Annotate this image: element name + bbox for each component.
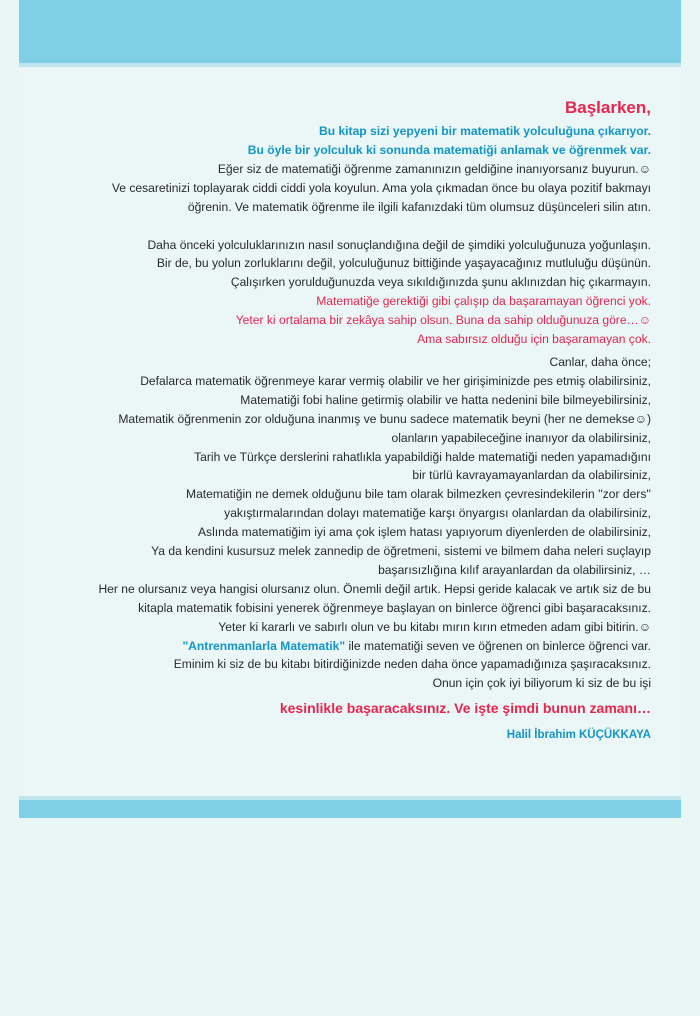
intro-line: Bu öyle bir yolculuk ki sonunda matematiği anlamak ve öğrenmek var. xyxy=(247,142,651,157)
para3-line: Ya da kendini kusursuz melek zannedip de öğretmeni, sistemi ve bilmem daha neleri suçlayıp xyxy=(151,544,651,559)
para2-red-line: Matematiğe gerektiği gibi çalışıp da başaramayan öğrenci yok. xyxy=(316,294,651,309)
para2-red-line: Yeter ki ortalama bir zekâya sahip olsun. Buna da sahip olduğunuza göre…☺ xyxy=(235,313,651,328)
preface-text xyxy=(49,96,651,745)
para3-line: Matematik öğrenmenin zor olduğuna inanmış ve bunu sadece matematik beyni (her ne demekse☺) xyxy=(118,411,651,426)
para3-line: Matematiğin ne demek olduğunu bile tam olarak bilmezken çevresindekilerin ''zor ders'' xyxy=(186,487,651,502)
para3-line: bir türlü kavrayamayanlardan da olabilirsiniz, xyxy=(412,468,651,483)
paragraph-spacer xyxy=(49,217,651,236)
para3-line: Canlar, daha önce; xyxy=(549,354,651,369)
para2-line: Bir de, bu yolun zorluklarını değil, yolculuğunuz bittiğinde yaşayacağınız mutluluğu düşünün. xyxy=(156,256,651,271)
author-signature: Halil İbrahim KÜÇÜKKAYA xyxy=(506,729,651,742)
para3-line: Defalarca matematik öğrenmeye karar vermiş olabilir ve her girişiminizde pes etmiş olabilirsiniz, xyxy=(140,373,651,388)
top-band xyxy=(19,0,681,63)
closing-line: kesinlikle başaracaksınız. Ve işte şimdi bunun zamanı… xyxy=(279,700,651,717)
para1-line: öğrenin. Ve matematik öğrenme ile ilgili kafanızdaki tüm olumsuz düşünceleri silin atın. xyxy=(187,199,651,214)
page xyxy=(19,0,681,818)
para4-line: Eminim ki siz de bu kitabı bitirdiğinizde neden daha önce yapamadığınıza şaşıracaksınız. xyxy=(173,657,651,672)
book-line-rest: ile matematiği seven ve öğrenen on binlerce öğrenci var. xyxy=(345,638,651,653)
para3-line: başarısızlığına kılıf arayanlardan da olabilirsiniz, … xyxy=(378,562,651,577)
para3-line: Her ne olursanız veya hangisi olursanız olun. Önemli değil artık. Hepsi geride kalacak ve artık siz de bu xyxy=(98,581,651,596)
para3-line: yakıştırmalarından dolayı matematiğe karşı önyargısı olanlardan da olabilirsiniz, xyxy=(224,506,651,521)
para3-line: olanların yapabileceğine inanıyor da olabilirsiniz, xyxy=(391,430,651,445)
para3-line: Matematiği fobi haline getirmiş olabilir ve hatta nedenini bile bilmeyebilirsiniz, xyxy=(240,392,651,407)
para3-line: Yeter ki kararlı ve sabırlı olun ve bu kitabı mırın kırın etmeden adam gibi bitirin.☺ xyxy=(218,619,651,634)
bottom-band xyxy=(19,800,681,818)
para2-red-line: Ama sabırsız olduğu için başaramayan çok. xyxy=(417,332,651,347)
intro-line: Bu kitap sizi yepyeni bir matematik yolculuğuna çıkarıyor. xyxy=(318,124,651,138)
para3-line: kitapla matematik fobisini yenerek öğrenmeye başlayan on binlerce öğrenci gibi başaracaksınız. xyxy=(138,600,651,615)
book-title: "Antrenmanlarla Matematik" xyxy=(182,638,346,653)
para3-line: Aslında matematiğim iyi ama çok işlem hatası yapıyorum diyenlerden de olabilirsiniz, xyxy=(197,525,651,540)
para2-line: Çalışırken yorulduğunuzda veya sıkıldığınızda şunu aklınızdan hiç çıkarmayın. xyxy=(230,275,651,290)
book-line xyxy=(49,637,651,656)
para2-line: Daha önceki yolculuklarınızın nasıl sonuçlandığına değil de şimdiki yolculuğunuza yoğunlaşın. xyxy=(147,237,651,252)
page-title: Başlarken, xyxy=(565,98,651,117)
para3-line: Tarih ve Türkçe derslerini rahatlıkla yapabildiği halde matematiği neden yapamadığını xyxy=(194,449,651,464)
para1-line: Eğer siz de matematiği öğrenme zamanınızın geldiğine inanıyorsanız buyurun.☺ xyxy=(217,161,651,176)
top-divider xyxy=(19,63,681,67)
para1-line: Ve cesaretinizi toplayarak ciddi ciddi yola koyulun. Ama yola çıkmadan önce bu olaya pozitif bakmayı xyxy=(111,180,651,195)
para4-line: Onun için çok iyi biliyorum ki siz de bu işi xyxy=(432,676,651,691)
